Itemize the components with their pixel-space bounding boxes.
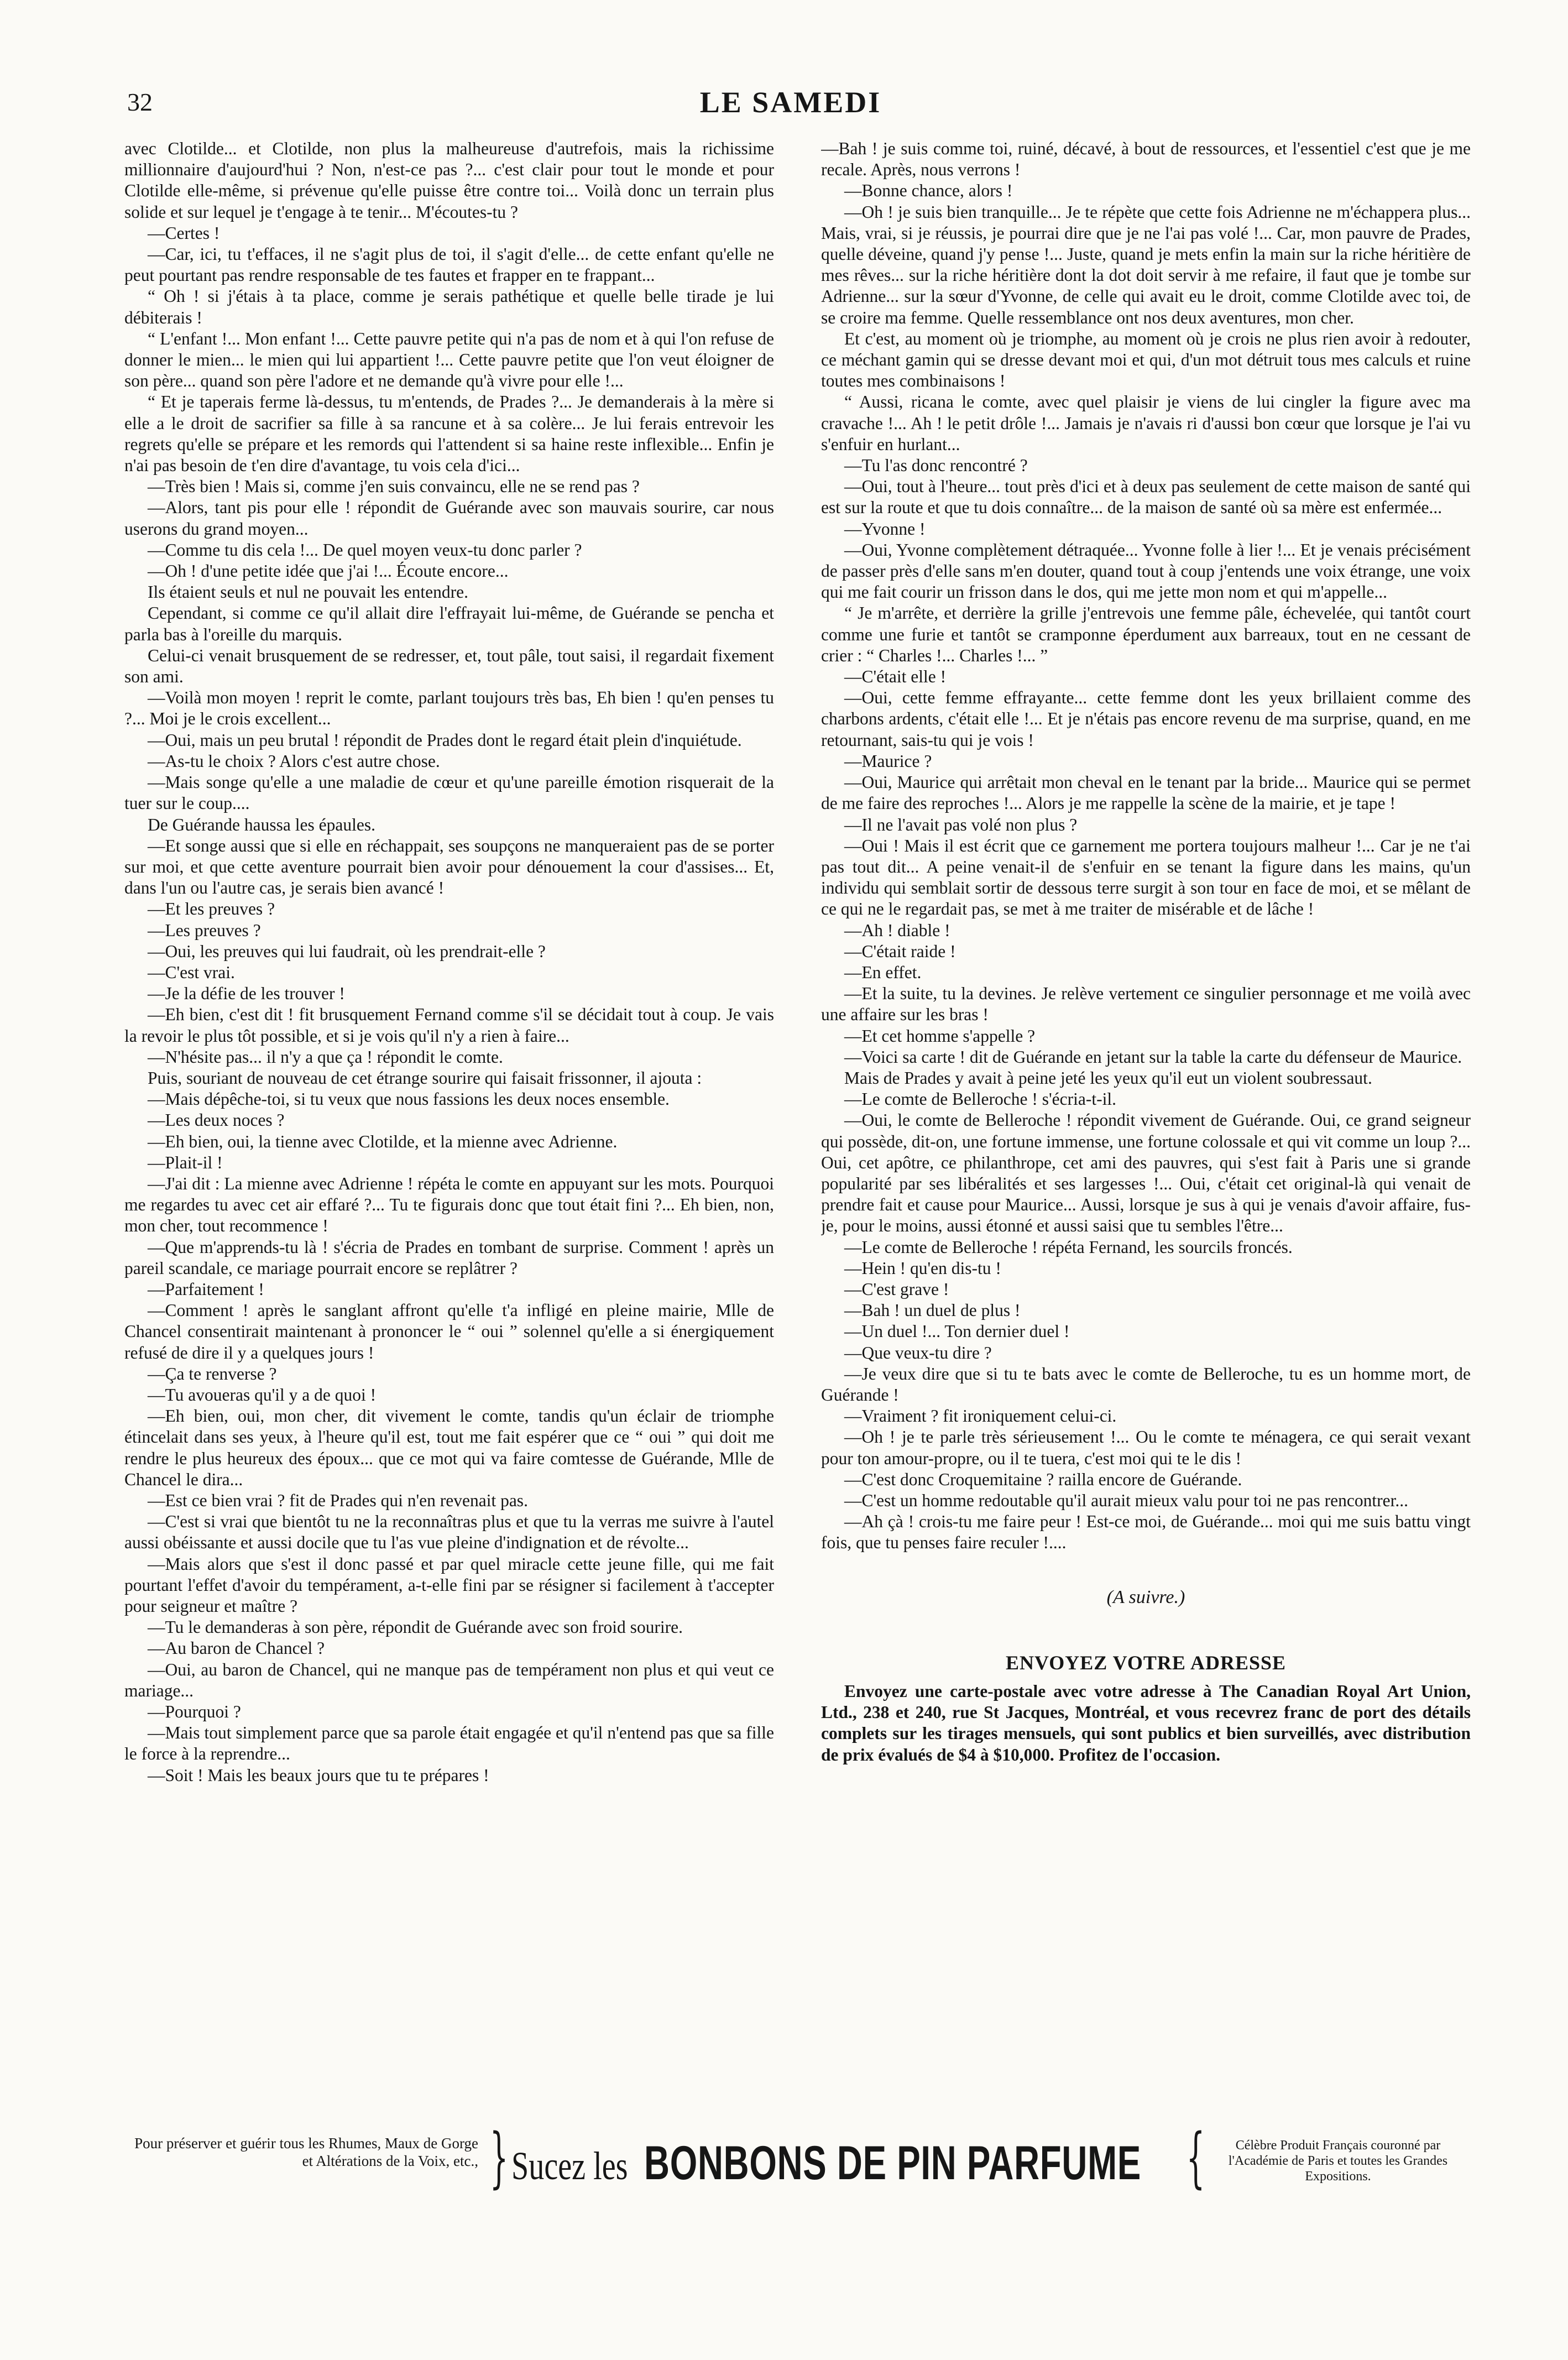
left-column-paragraph: —As-tu le choix ? Alors c'est autre chose. <box>148 751 440 771</box>
left-column-paragraph: —Mais dépêche-toi, si tu veux que nous fassions les deux noces ensemble. <box>148 1089 670 1109</box>
left-column-paragraph: —Est ce bien vrai ? fit de Prades qui n'en revenait pas. <box>148 1491 528 1510</box>
footer-advertisement <box>124 2118 1468 2212</box>
left-column-paragraph: —Parfaitement ! <box>148 1279 264 1299</box>
right-column-paragraph: —C'était raide ! <box>844 941 956 961</box>
ad-product-name: BONBONS DE PIN PARFUME <box>644 2137 1142 2190</box>
right-column-paragraph: Et c'est, au moment où je triomphe, au moment où je crois ne plus rien avoir à redouter, ce méchant gamin qui se dresse devant moi et qui, d'un mot détruit tous mes calculs et ruine toutes mes combinaisons ! <box>821 328 1471 391</box>
right-column-paragraph: —Ah çà ! crois-tu me faire peur ! Est-ce moi, de Guérande... moi qui me suis battu vingt fois, que tu penses faire reculer !.... <box>821 1512 1471 1553</box>
right-column-paragraph: —Et la suite, tu la devines. Je relève vertement ce singulier personnage et me voilà avec une affaire sur les bras ! <box>821 984 1471 1025</box>
left-column-paragraph: “ Oh ! si j'étais à ta place, comme je serais pathétique et quelle belle tirade je lui débiterais ! <box>124 286 774 327</box>
left-column-paragraph: Celui-ci venait brusquement de se redresser, et, tout pâle, tout saisi, il regardait fixement son ami. <box>124 645 774 687</box>
right-column-paragraph: —Vraiment ? fit ironiquement celui-ci. <box>844 1406 1117 1426</box>
left-column-paragraph: —J'ai dit : La mienne avec Adrienne ! répéta le comte en appuyant sur les mots. Pourquoi me regardes tu avec cet air effaré ?... Tu te figurais donc que tout était fini ?... Eh bien, non, mon cher, tout recommence ! <box>124 1173 774 1236</box>
right-brace-icon: } <box>489 2119 509 2195</box>
left-column-paragraph: —Que m'apprends-tu là ! s'écria de Prades en tombant de surprise. Comment ! après un pareil scandale, ce mariage pourrait encore se replâtrer ? <box>124 1237 774 1278</box>
right-column-paragraph: —Oh ! je te parle très sérieusement !... Ou le comte te ménagera, ce qui serait vexant pour ton amour-propre, ou il te tuera, c'est moi qui te le dis ! <box>821 1427 1471 1468</box>
ad-right-text: Célèbre Produit Français couronné par l'Académie de Paris et toutes les Grandes Expositions. <box>1228 2138 1448 2184</box>
left-column-paragraph: —Oh ! d'une petite idée que j'ai !... Écoute encore... <box>148 561 509 581</box>
right-column-paragraph: —En effet. <box>844 962 922 982</box>
page-number: 32 <box>127 88 153 116</box>
right-column-paragraph: —Maurice ? <box>844 751 932 771</box>
left-column-paragraph: Ils étaient seuls et nul ne pouvait les entendre. <box>148 582 468 602</box>
left-column-paragraph: —N'hésite pas... il n'y a que ça ! répondit le comte. <box>148 1047 503 1067</box>
left-column-paragraph: —Tu avoueras qu'il y a de quoi ! <box>148 1385 377 1404</box>
right-column-paragraph: —C'était elle ! <box>844 667 947 687</box>
left-column-paragraph: “ L'enfant !... Mon enfant !... Cette pauvre petite qui n'a pas de nom et à qui l'on refuse de donner le mien... le mien qui lui appartient !... Cette pauvre petite que l'on veut éloigner de son père... quand son père l'adore et ne demande qu'à vivre pour elle !... <box>124 328 774 391</box>
left-column-paragraph: —Comment ! après le sanglant affront qu'elle t'a infligé en pleine mairie, Mlle de Chancel consentirait maintenant à prononcer le “ oui ” solennel qu'elle a si énergiquement refusé de dire il y a quelques jours ! <box>124 1301 774 1362</box>
left-column-paragraph: —Et les preuves ? <box>148 899 275 919</box>
left-column-paragraph: —Les deux noces ? <box>148 1110 285 1130</box>
left-column-paragraph: —Mais songe qu'elle a une maladie de cœur et qu'une pareille émotion risquerait de la tuer sur le coup.... <box>124 772 774 813</box>
left-column-paragraph: “ Et je taperais ferme là-dessus, tu m'entends, de Prades ?... Je demanderais à la mère si elle a le droit de sacrifier sa fille à sa rancune et à sa colère... Je lui ferais entrevoir les regrets qu'elle se prépare et les remords qui l'attendent si sa haine reste inflexible... Enfin je n'ai pas besoin de t'en dire d'avantage, tu vois cela d'ici... <box>124 392 774 476</box>
right-column-paragraph: —Bah ! un duel de plus ! <box>844 1301 1021 1320</box>
left-column-paragraph: —Très bien ! Mais si, comme j'en suis convaincu, elle ne se rend pas ? <box>148 477 640 497</box>
left-column-paragraph: —Au baron de Chancel ? <box>148 1638 325 1658</box>
left-column <box>124 138 774 2035</box>
left-column-paragraph: —Eh bien, oui, la tienne avec Clotilde, et la mienne avec Adrienne. <box>148 1131 618 1151</box>
right-column-paragraph: —Oui ! Mais il est écrit que ce garnement me portera toujours malheur !... Car je ne t'ai pas tout dit... A peine venait-il de s'enfuir en se tenant la figure dans les mains, qu'un individu qui semblait sortir de dessous terre surgit à son tour en face de moi, et se mêlant de ce qui ne le regardait pas, se met à me traiter de misérable et de lâche ! <box>821 836 1471 919</box>
left-column-paragraph: Puis, souriant de nouveau de cet étrange sourire qui faisait frissonner, il ajouta : <box>148 1068 702 1088</box>
page-header <box>127 83 1454 122</box>
right-column-paragraph: —Oui, Maurice qui arrêtait mon cheval en le tenant par la bride... Maurice qui se permet de me faire des reproches !... Alors je me rappelle la scène de la mairie, et je tape ! <box>821 772 1471 813</box>
right-column-paragraph: —Bonne chance, alors ! <box>844 181 1013 201</box>
right-column-paragraph: —Hein ! qu'en dis-tu ! <box>844 1258 1001 1278</box>
left-column-paragraph: avec Clotilde... et Clotilde, non plus la malheureuse d'autrefois, mais la richissime millionnaire d'aujourd'hui ? Non, n'est-ce pas ?... c'est clair pour tout le monde et pour Clotilde elle-même, si prévenue qu'elle puisse être contre toi... Voilà donc un terrain plus solide et sur lequel je t'engage à te tenir... M'écoutes-tu ? <box>124 139 774 222</box>
running-title: LE SAMEDI <box>699 86 882 119</box>
left-column-paragraph: —Plait-il ! <box>148 1152 223 1172</box>
ad-verb: Sucez les <box>511 2144 628 2188</box>
right-column-paragraph: —C'est donc Croquemitaine ? railla encore de Guérande. <box>844 1469 1242 1489</box>
left-column-paragraph: —Mais tout simplement parce que sa parole était engagée et qu'il n'entend pas que sa fille le force à la reprendre... <box>124 1723 774 1764</box>
left-column-paragraph: —Certes ! <box>148 223 220 243</box>
left-column-paragraph: Cependant, si comme ce qu'il allait dire l'effrayait lui-même, de Guérande se pencha et parla bas à l'oreille du marquis. <box>124 603 774 644</box>
right-column-paragraph: “ Je m'arrête, et derrière la grille j'entrevois une femme pâle, échevelée, qui tantôt court comme une furie et tantôt se cramponne éperdument aux barreaux, tout en ne cessant de crier : “ Charles !... Charles !... ” <box>821 603 1471 665</box>
right-column-paragraph: —Bah ! je suis comme toi, ruiné, décavé, à bout de ressources, et l'essentiel c'est que je me recale. Après, nous verrons ! <box>821 139 1471 180</box>
left-column-paragraph: —Soit ! Mais les beaux jours que tu te prépares ! <box>148 1765 489 1785</box>
right-column-paragraph: —Il ne l'avait pas volé non plus ? <box>844 814 1078 834</box>
left-column-paragraph: —Oui, mais un peu brutal ! répondit de Prades dont le regard était plein d'inquiétude. <box>148 730 742 750</box>
right-column-paragraph: —Yvonne ! <box>844 519 926 539</box>
right-column-paragraph: —Oh ! je suis bien tranquille... Je te répète que cette fois Adrienne ne m'échappera plus... Mais, vrai, si je réussis, je pourrai dire que je ne l'ai pas volé !... Car, mon pauvre de Prades, quelle déveine, quand j'y pense !... Juste, quand je mets enfin la main sur la riche héritière de mes rêves... sur la riche héritière dont la dot doit servir à me refaire, il faut que je tombe sur Adrienne... sur la sœur d'Yvonne, de celle qui avait eu le droit, comme Clotilde avec toi, de se croire ma femme. Quelle ressemblance ont nos deux aventures, mon cher. <box>821 202 1471 327</box>
left-column-paragraph: —C'est vrai. <box>148 962 235 982</box>
right-column-paragraph: —Voici sa carte ! dit de Guérande en jetant sur la table la carte du défenseur de Maurice. <box>844 1047 1462 1067</box>
right-column-paragraph: —C'est grave ! <box>844 1279 949 1299</box>
right-column-paragraph: —Oui, Yvonne complètement détraquée... Yvonne folle à lier !... Et je venais précisément de passer près d'elle sans m'en douter, quand tout à coup j'entends une voix étrange, une voix qui me fait courir un frisson dans le dos, qui me jette mon nom et qui m'appelle... <box>821 540 1471 602</box>
left-column-paragraph: —Comme tu dis cela !... De quel moyen veux-tu donc parler ? <box>148 540 582 560</box>
right-column-paragraph: —Tu l'as donc rencontré ? <box>844 456 1028 476</box>
ad-left-text: Pour préserver et guérir tous les Rhumes, Maux de Gorge et Altérations de la Voix, etc., <box>134 2135 478 2169</box>
left-column-paragraph: —Les preuves ? <box>148 920 261 940</box>
ad-headline <box>511 2130 1186 2199</box>
right-column-paragraph: —Que veux-tu dire ? <box>844 1343 992 1362</box>
left-column-paragraph: —Oui, les preuves qui lui faudrait, où les prendrait-elle ? <box>148 941 546 961</box>
left-column-paragraph: —C'est si vrai que bientôt tu ne la reconnaîtras plus et que tu la verras me suivre à l'autel aussi obéissante et aussi docile que tu l'as vue pleine d'indignation et de révolte... <box>124 1512 774 1553</box>
left-column-paragraph: —Eh bien, oui, mon cher, dit vivement le comte, tandis qu'un éclair de triomphe étincelait dans ses yeux, à l'heure qu'il est, tout me fait espérer que ce “ oui ” qui doit me rendre le plus heureux des époux... que ce mot qui va faire comtesse de Guérande, Mlle de Chancel le dira... <box>124 1406 774 1489</box>
right-column-paragraph: Mais de Prades y avait à peine jeté les yeux qu'il eut un violent soubressaut. <box>844 1068 1372 1088</box>
left-column-paragraph: —Ça te renverse ? <box>148 1364 277 1383</box>
left-column-paragraph: —Oui, au baron de Chancel, qui ne manque pas de tempérament non plus et qui veut ce mariage... <box>124 1659 774 1700</box>
left-column-paragraph: —Et songe aussi que si elle en réchappait, ses soupçons ne manqueraient pas de se porter sur moi, et que cette aventure pourrait bien avoir pour dénouement la cour d'assises... Et, dans l'un ou l'autre cas, je serais bien avancé ! <box>124 836 774 898</box>
notice-text: Envoyez une carte-postale avec votre adresse à The Canadian Royal Art Union, Ltd., 238 et 240, rue St Jacques, Montréal, et vous recevrez franc de port des détails complets sur les tirages mensuels, qui sont publics et bien surveillés, avec distribution de prix évalués de $4 à $10,000. Profitez de l'occasion. <box>821 1682 1471 1764</box>
left-column-paragraph: —Pourquoi ? <box>148 1702 241 1722</box>
right-column-paragraph: —Le comte de Belleroche ! répéta Fernand, les sourcils froncés. <box>844 1237 1293 1257</box>
left-column-paragraph: —Voilà mon moyen ! reprit le comte, parlant toujours très bas, Eh bien ! qu'en penses tu ?... Moi je le crois excellent... <box>124 688 774 729</box>
left-column-paragraph: De Guérande haussa les épaules. <box>148 814 375 834</box>
right-column-paragraph: —C'est un homme redoutable qu'il aurait mieux valu pour toi ne pas rencontrer... <box>844 1491 1408 1510</box>
right-column-paragraph: —Le comte de Belleroche ! s'écria-t-il. <box>844 1089 1116 1109</box>
right-column-paragraph: —Oui, le comte de Belleroche ! répondit vivement de Guérande. Oui, ce grand seigneur qui possède, dit-on, une fortune immense, une fortune colossale et qui vit comme un loup ?... Oui, cet apôtre, ce philanthrope, cet ami des pauvres, qui s'est fait à Paris une si grande popularité par ses libéralités et ses largesses !... Oui, c'était cet original-là qui venait de prendre fait et cause pour Maurice... Aussi, lorsque je sus à qui je venais d'avoir affaire, fus-je, pour le moins, aussi étonné et aussi saisi que tu sembles l'être... <box>821 1110 1471 1236</box>
left-column-paragraph: —Eh bien, c'est dit ! fit brusquement Fernand comme s'il se décidait tout à coup. Je vais la revoir le plus tôt possible, et si je vois qu'il n'y a rien à faire... <box>124 1005 774 1046</box>
right-column-paragraph: “ Aussi, ricana le comte, avec quel plaisir je viens de lui cingler la figure avec ma cravache !... Ah ! le petit drôle !... Jamais je n'avais ri d'aussi bon cœur que lorsque je l'ai vu s'enfuir en hurlant... <box>821 392 1471 454</box>
left-column-paragraph: —Je la défie de les trouver ! <box>148 984 345 1004</box>
left-column-paragraph: —Mais alors que s'est il donc passé et par quel miracle cette jeune fille, qui me fait pourtant l'effet d'avoir du tempérament, a-t-elle fini par se résigner si facilement à t'accepter pour seigneur et maître ? <box>124 1554 774 1616</box>
to-be-continued: (A suivre.) <box>1106 1586 1185 1607</box>
right-column-paragraph: —Et cet homme s'appelle ? <box>844 1026 1036 1046</box>
right-column-paragraph: —Oui, cette femme effrayante... cette femme dont les yeux brillaient comme des charbons ardents, c'était elle !... Et je n'étais pas encore revenu de ma surprise, quand, en me retournant, sais-tu qui je vois ! <box>821 688 1471 750</box>
right-column-text <box>821 138 1471 1554</box>
right-column-paragraph: —Un duel !... Ton dernier duel ! <box>844 1322 1070 1341</box>
right-column <box>821 138 1471 2035</box>
left-column-paragraph: —Car, ici, tu t'effaces, il ne s'agit plus de toi, il s'agit d'elle... de cette enfant qu'elle ne peut pourtant pas rendre responsable de tes fautes et frapper en te frappant... <box>124 244 774 285</box>
right-column-paragraph: —Oui, tout à l'heure... tout près d'ici et à deux pas seulement de cette maison de santé qui est sur la route et que tu dois connaître... de la maison de santé où sa mère est enfermée... <box>821 477 1471 518</box>
right-column-paragraph: —Je veux dire que si tu te bats avec le comte de Belleroche, tu es un homme mort, de Guérande ! <box>821 1364 1471 1404</box>
right-column-paragraph: —Ah ! diable ! <box>844 920 950 940</box>
notice-title: ENVOYEZ VOTRE ADRESSE <box>1005 1651 1287 1674</box>
left-column-paragraph: —Tu le demanderas à son père, répondit de Guérande avec son froid sourire. <box>148 1617 683 1637</box>
left-column-paragraph: —Alors, tant pis pour elle ! répondit de Guérande avec son mauvais sourire, car nous userons du grand moyen... <box>124 498 774 539</box>
left-brace-icon: { <box>1186 2119 1205 2195</box>
notice-body <box>821 1681 1471 1766</box>
